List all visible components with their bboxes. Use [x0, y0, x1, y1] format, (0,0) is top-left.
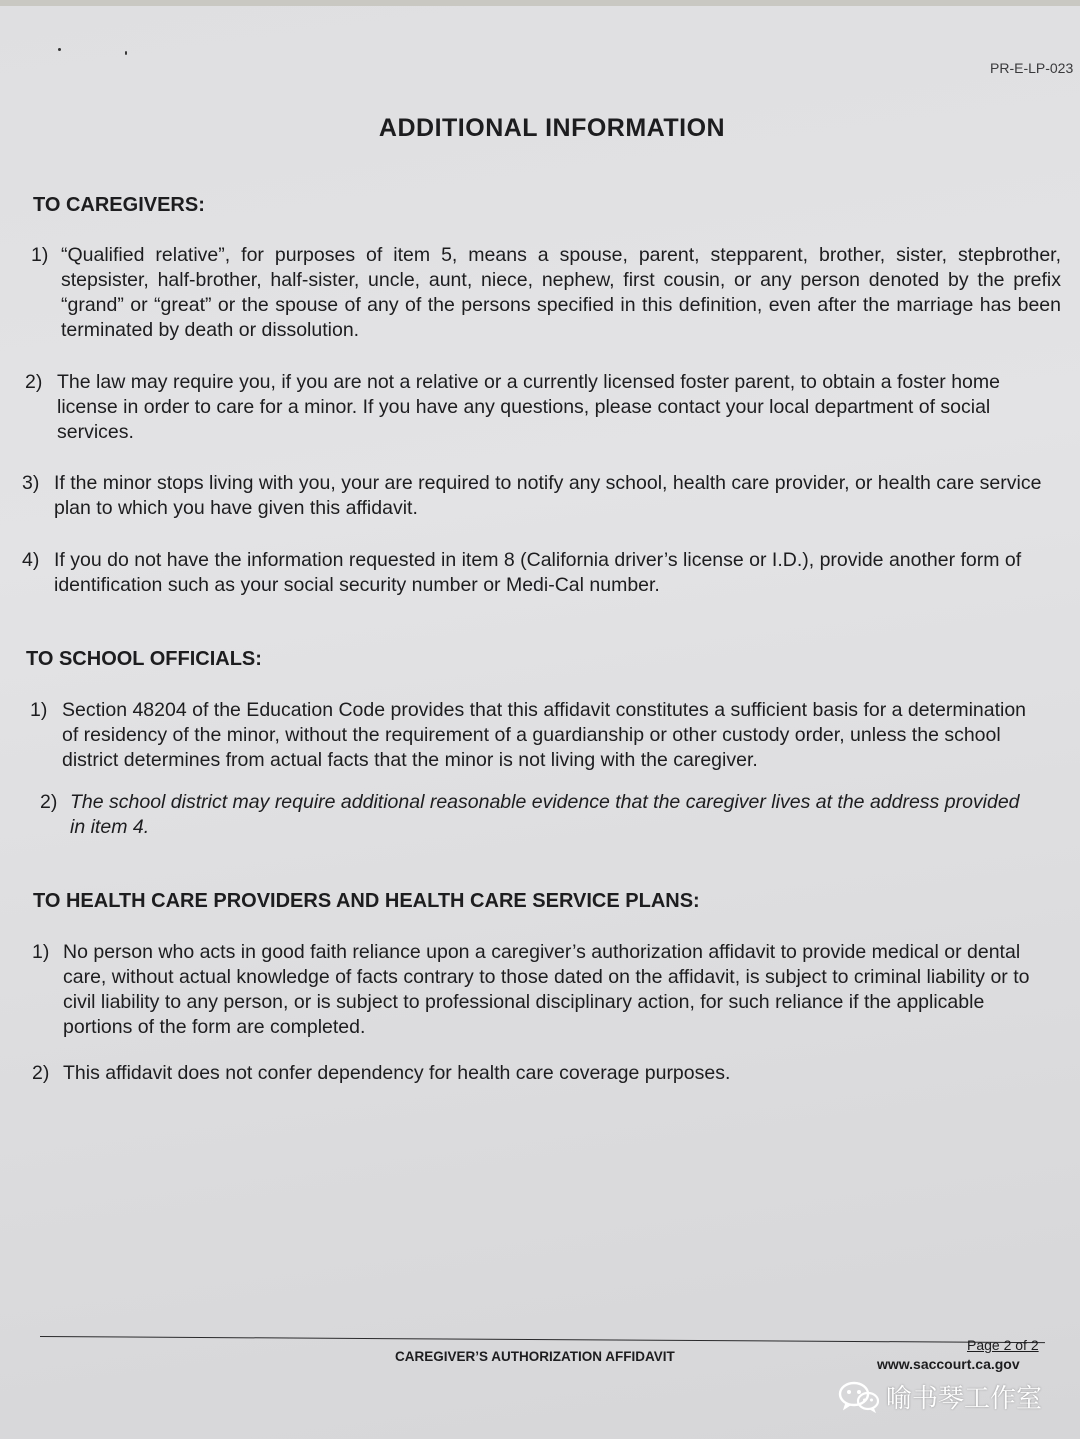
item-number: 2): [32, 1062, 50, 1084]
section-heading-caregivers: TO CAREGIVERS:: [33, 194, 205, 216]
paper-speck: [58, 48, 61, 51]
item-number: 2): [40, 791, 58, 813]
item-number: 1): [30, 699, 48, 721]
page-title: ADDITIONAL INFORMATION: [378, 114, 726, 142]
item-text: Section 48204 of the Education Code provides that this affidavit constitutes a sufficient basis for a determination of residency of the minor, without the requirement of a guardianship or other custody order, unless the school district determines from actual facts that the minor is not living with the caregiver.: [62, 699, 1027, 771]
item-text: The law may require you, if you are not a relative or a currently licensed foster parent, to obtain a foster home license in order to care for a minor. If you have any questions, please contact your local department of social services.: [57, 371, 1000, 443]
form-code: PR-E-LP-023: [990, 60, 1074, 76]
list-item: [30, 698, 1040, 773]
document-page: [0, 6, 1080, 1439]
list-item: [31, 243, 1061, 343]
item-number: 1): [32, 941, 50, 963]
item-text: If the minor stops living with you, your are required to notify any school, health care provider, or health care service plan to which you have given this affidavit.: [54, 472, 1042, 519]
watermark: [838, 1378, 1042, 1415]
page-number: Page 2 of 2: [967, 1337, 1039, 1353]
watermark-text: 喻书琴工作室: [886, 1384, 1043, 1414]
list-item: [32, 1061, 1032, 1086]
paper-speck: [125, 51, 127, 55]
item-text: If you do not have the information requested in item 8 (California driver’s license or I.D.), provide another form of identification such as your social security number or Medi-Cal number.: [54, 549, 1022, 596]
item-number: 4): [22, 549, 40, 571]
section-heading-health-care-providers: TO HEALTH CARE PROVIDERS AND HEALTH CARE SERVICE PLANS:: [33, 890, 700, 912]
item-text: This affidavit does not confer dependency for health care coverage purposes.: [63, 1062, 731, 1084]
item-text: No person who acts in good faith reliance upon a caregiver’s authorization affidavit to provide medical or dental care, without actual knowledge of facts contrary to those dated on the affidavit, is subject to criminal liability or to civil liability to any person, or is subject to professional disciplinary action, for such reliance if the applicable portions of the form are completed.: [63, 941, 1030, 1038]
footer-form-name: CAREGIVER’S AUTHORIZATION AFFIDAVIT: [395, 1349, 675, 1364]
item-number: 2): [25, 371, 43, 393]
item-number: 1): [31, 244, 49, 266]
list-item: [40, 790, 1020, 840]
footer-website: www.saccourt.ca.gov: [877, 1356, 1020, 1372]
list-item: [32, 940, 1042, 1040]
item-text: The school district may require additional reasonable evidence that the caregiver lives at the address provided in item 4.: [70, 791, 1020, 838]
wechat-icon: [838, 1381, 880, 1413]
list-item: [22, 548, 1057, 598]
list-item: [22, 471, 1042, 521]
list-item: [25, 370, 1055, 445]
item-text: “Qualified relative”, for purposes of item 5, means a spouse, parent, stepparent, brother, sister, stepbrother, stepsister, half-brother, half-sister, uncle, aunt, niece, nephew, first cousin, or any person denoted by the prefix “grand” or “great” or the spouse of any of the persons specified in this definition, even after the marriage has been terminated by death or dissolution.: [61, 244, 1061, 341]
footer-rule: [40, 1336, 1045, 1343]
item-number: 3): [22, 472, 40, 494]
section-heading-school-officials: TO SCHOOL OFFICIALS:: [26, 648, 262, 670]
